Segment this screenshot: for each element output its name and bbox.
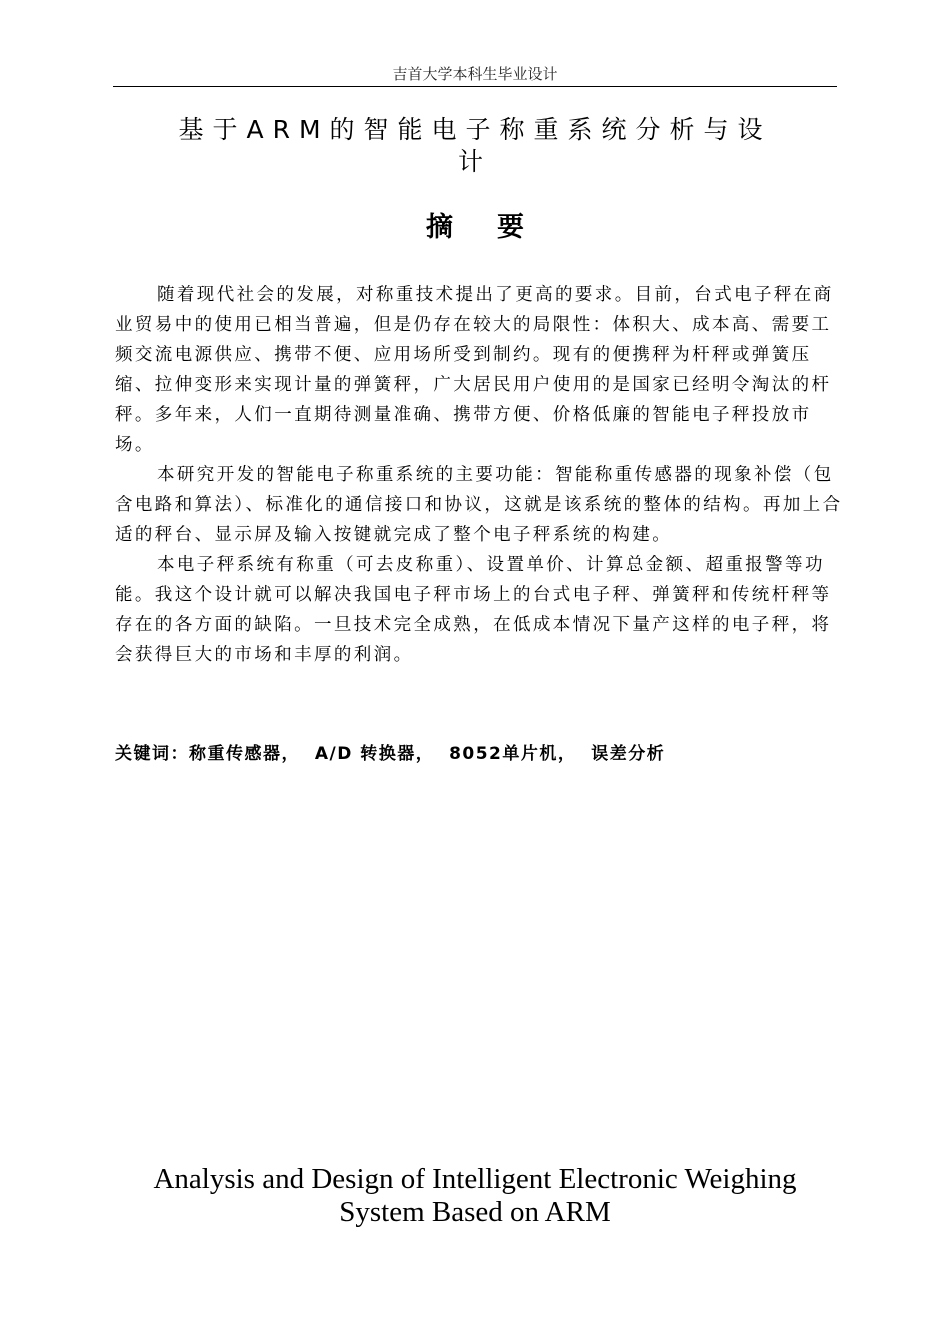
abstract-paragraph-3: 本电子秤系统有称重（可去皮称重）、设置单价、计算总金额、超重报警等功能。我这个设计就可以解决我国电子秤市场上的台式电子秤、弹簧秤和传统杆秤等存在的各方面的缺陷。一旦技术完全成熟，在低成本情况下量产这样的电子秤，将会获得巨大的市场和丰厚的利润。 [115, 555, 832, 665]
chinese-title-line-1: 基于ARM的智能电子称重系统分析与设 [178, 115, 772, 144]
chinese-title [113, 114, 837, 178]
keywords-line: 关键词：称重传感器， A/D 转换器， 8052单片机， 误差分析 [115, 744, 666, 764]
abstract-heading: 摘要 [426, 212, 568, 243]
english-title [113, 1163, 837, 1229]
running-header: 吉首大学本科生毕业设计 [113, 64, 837, 87]
abstract-paragraph-2: 本研究开发的智能电子称重系统的主要功能：智能称重传感器的现象补偿（包含电路和算法）、标准化的通信接口和协议，这就是该系统的整体的结构。再加上合适的秤台、显示屏及输入按键就完成了整个电子秤系统的构建。 [115, 465, 843, 545]
abstract-paragraph-1: 随着现代社会的发展，对称重技术提出了更高的要求。目前，台式电子秤在商业贸易中的使用已相当普遍，但是仍存在较大的局限性：体积大、成本高、需要工频交流电源供应、携带不便、应用场所受到制约。现有的便携秤为杆秤或弹簧压缩、拉伸变形来实现计量的弹簧秤，广大居民用户使用的是国家已经明令淘汰的杆秤。多年来，人们一直期待测量准确、携带方便、价格低廉的智能电子秤投放市场。 [115, 285, 834, 455]
chinese-title-line-2: 计 [457, 147, 492, 176]
english-title-line-1: Analysis and Design of Intelligent Electronic Weighing [153, 1163, 797, 1195]
abstract-body [115, 280, 850, 670]
english-title-line-2: System Based on ARM [339, 1196, 611, 1228]
